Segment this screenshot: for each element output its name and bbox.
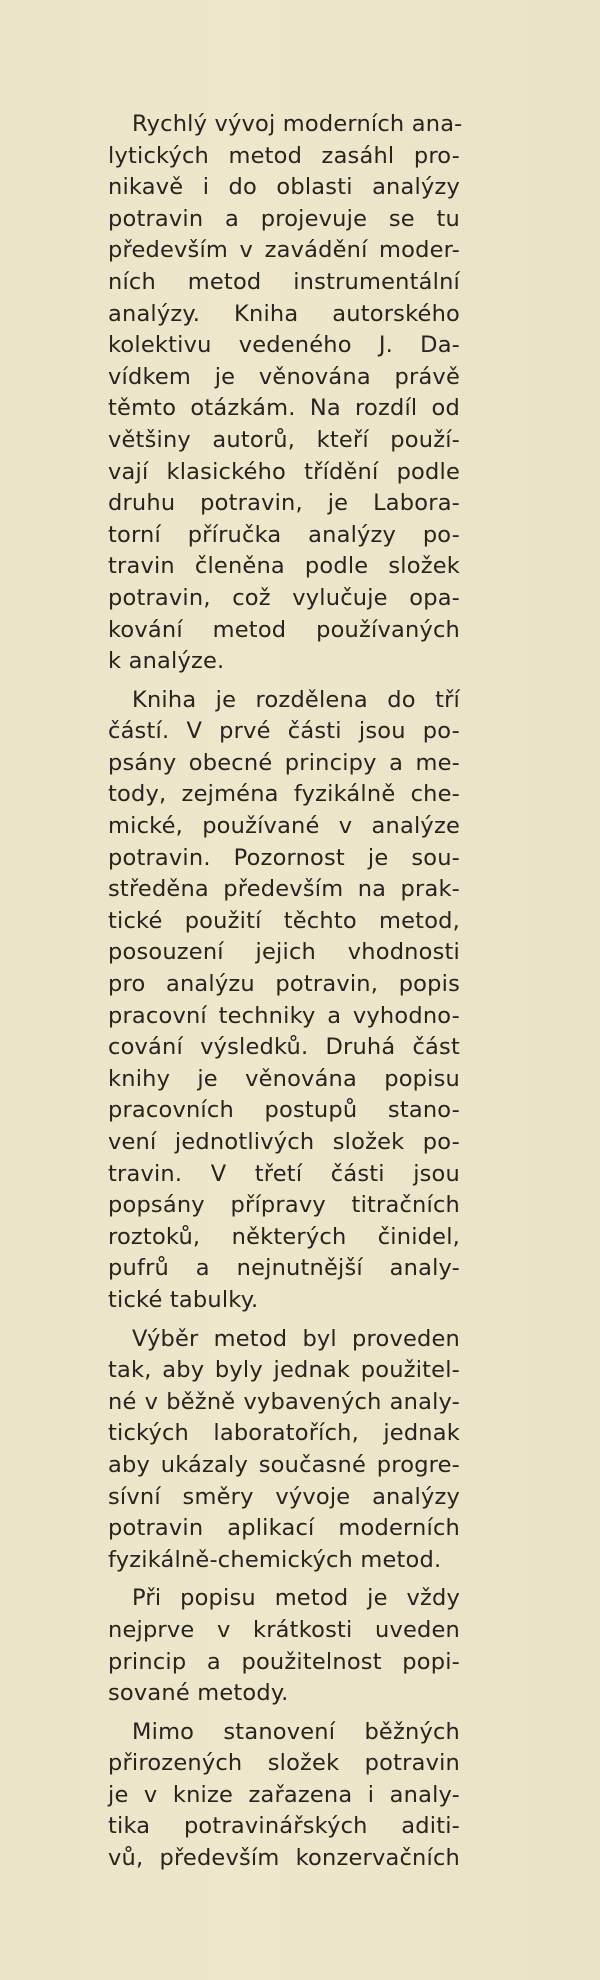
text-line: pro analýzu potravin, popis xyxy=(108,971,460,998)
text-line: sívní směry vývoje analýzy xyxy=(108,1483,460,1510)
text-line: kování metod používaných xyxy=(108,616,460,643)
text-line: druhu potravin, je Labora- xyxy=(108,490,460,517)
text-line: tické použití těchto metod, xyxy=(108,907,460,934)
text-line: posouzení jejich vhodnosti xyxy=(108,939,460,966)
text-line: vení jednotlivých složek po- xyxy=(108,1129,460,1155)
text-line: tody, zejména fyzikálně che- xyxy=(108,781,460,808)
text-line: sované metody. xyxy=(108,1680,289,1707)
text-line: většiny autorů, kteří použí- xyxy=(108,426,460,453)
text-line: kolektivu vedeného J. Da- xyxy=(108,332,460,359)
paragraph xyxy=(108,109,463,678)
text-line: torní příručka analýzy po- xyxy=(108,521,460,548)
text-line: roztoků, některých činidel, xyxy=(108,1223,460,1250)
text-line: k analýze. xyxy=(108,648,225,675)
text-line: potravin a projevuje se tu xyxy=(108,205,460,232)
text-line: pracovních postupů stano- xyxy=(108,1097,460,1124)
text-line: především v zavádění moder- xyxy=(108,237,460,264)
text-line: travin členěna podle složek xyxy=(108,553,460,580)
paragraph xyxy=(108,1717,460,1875)
text-line: tické tabulky. xyxy=(108,1286,259,1313)
text-line: pracovní techniky a vyhodno- xyxy=(108,1002,460,1029)
text-line: travin. V třetí části jsou xyxy=(108,1160,460,1187)
paragraph xyxy=(108,685,460,1317)
text-line: vají klasického třídění podle xyxy=(108,458,460,485)
text-line: těmto otázkám. Na rozdíl od xyxy=(108,395,460,422)
text-line: cování výsledků. Druhá část xyxy=(108,1034,460,1061)
text-line: psány obecné principy a me- xyxy=(108,749,460,776)
text-line: Mimo stanovení běžných xyxy=(132,1718,460,1745)
text-line: né v běžně vybavených analy- xyxy=(108,1388,460,1415)
text-line: částí. V prvé části jsou po- xyxy=(108,718,460,745)
text-line: mické, používané v analýze xyxy=(108,813,460,840)
text-column xyxy=(108,109,463,1875)
text-line: tika potravinářských aditi- xyxy=(108,1813,460,1840)
paragraph xyxy=(108,1583,460,1709)
text-line: analýzy. Kniha autorského xyxy=(108,300,460,327)
text-line: fyzikálně-chemických metod. xyxy=(108,1546,442,1573)
text-line: potravin. Pozornost je sou- xyxy=(108,844,460,871)
text-line: Výběr metod byl proveden xyxy=(132,1325,460,1352)
text-line: Při popisu metod je vždy xyxy=(132,1585,460,1612)
text-line: nikavě i do oblasti analýzy xyxy=(108,174,460,201)
text-line: pufrů a nejnutnější analy- xyxy=(108,1255,460,1282)
text-line: Kniha je rozdělena do tří xyxy=(132,686,460,713)
text-line: aby ukázaly současné progre- xyxy=(108,1451,460,1478)
text-line: středěna především na prak- xyxy=(108,876,460,903)
text-line: Rychlý vývoj moderních ana- xyxy=(132,111,463,137)
text-line: potravin, což vylučuje opa- xyxy=(108,584,460,611)
text-line: knihy je věnována popisu xyxy=(108,1065,460,1092)
text-line: vídkem je věnována právě xyxy=(108,363,460,390)
text-line: potravin aplikací moderních xyxy=(108,1515,460,1542)
text-line: tických laboratořích, jednak xyxy=(108,1420,460,1447)
text-line: popsány přípravy titračních xyxy=(108,1192,460,1219)
text-line: lytických metod zasáhl pro- xyxy=(108,142,460,169)
text-line: tak, aby byly jednak použitel- xyxy=(108,1357,460,1384)
text-line: přirozených složek potravin xyxy=(108,1750,460,1777)
text-line: vů, především konzervačních xyxy=(108,1845,460,1872)
text-line: nejprve v krátkosti uveden xyxy=(108,1616,460,1643)
text-line: ních metod instrumentální xyxy=(108,268,460,295)
paragraph xyxy=(108,1324,460,1577)
text-line: je v knize zařazena i analy- xyxy=(108,1781,460,1808)
text-line: princip a použitelnost popi- xyxy=(108,1648,460,1675)
